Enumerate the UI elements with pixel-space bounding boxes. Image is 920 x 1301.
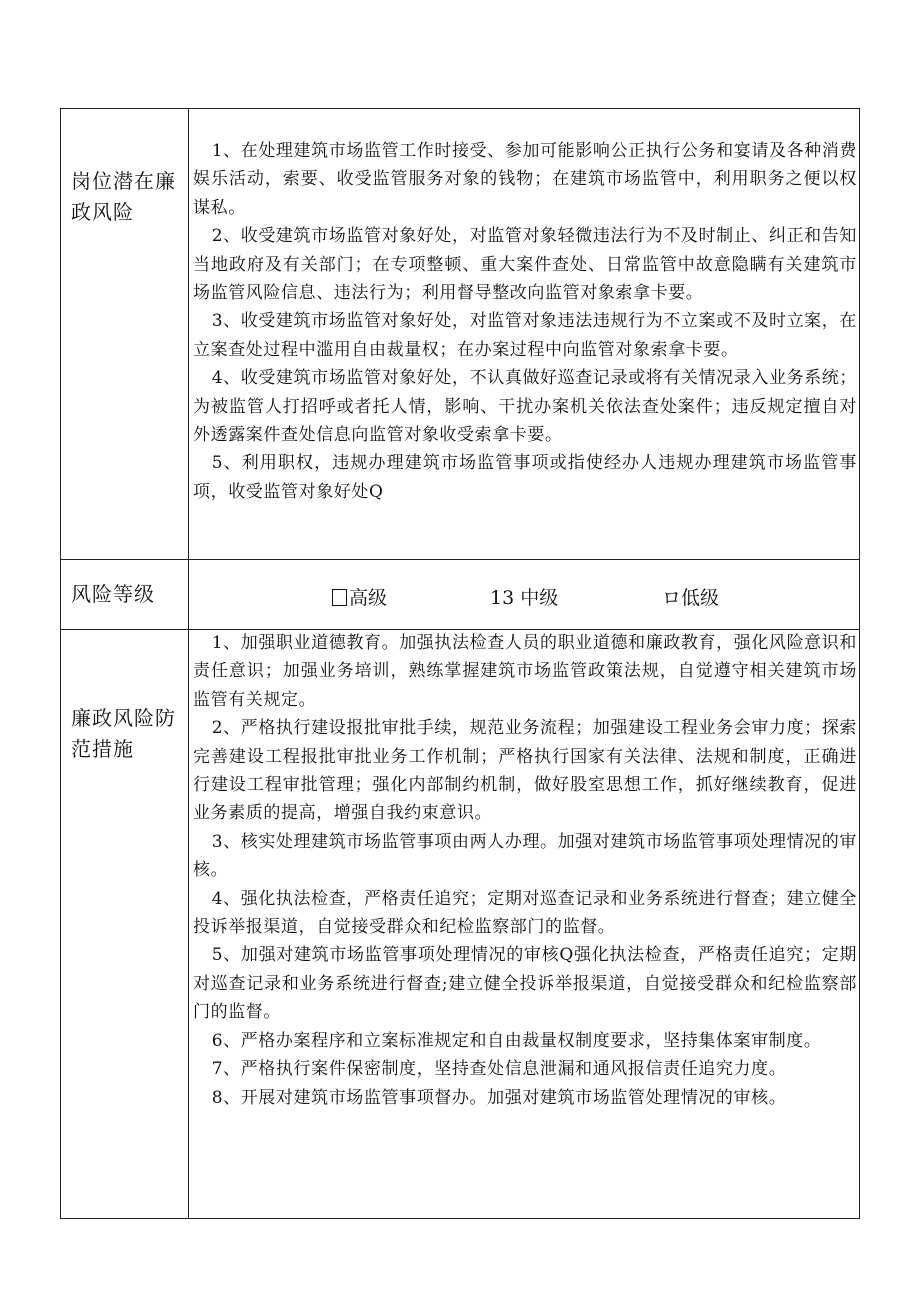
measures-content [193,629,857,1112]
risk-item: 4、收受建筑市场监管对象好处，不认真做好巡查记录或将有关情况录入业务系统；为被监管人打招呼或者托人情，影响、干扰办案机关依法查处案件；违反规定擅自对外透露案件查处信息向监管对象收受索拿卡要。 [193,368,857,446]
risk-table [60,108,860,1219]
risk-item: 5、利用职权，违规办理建筑市场监管事项或指使经办人违规办理建筑市场监管事项，收受监管对象好处Q [193,453,857,502]
risk-content [193,137,857,506]
option-low[interactable] [662,583,719,610]
option-high-label: 高级 [349,587,388,609]
risk-item: 2、收受建筑市场监管对象好处，对监管对象轻微违法行为不及时制止、纠正和告知当地政府及有关部门；在专项整顿、重大案件查处、日常监管中故意隐瞒有关建筑市场监管风险信息、违法行为；利用督导整改向监管对象索拿卡要。 [193,226,857,304]
option-high[interactable] [332,583,387,610]
risk-label: 岗位潜在廉政风险 [71,169,176,224]
risk-item: 3、收受建筑市场监管对象好处，对监管对象违法违规行为不立案或不及时立案，在立案查处过程中滥用自由裁量权；在办案过程中向监管对象索拿卡要。 [193,311,857,360]
checkbox-icon [332,589,347,606]
option-medium[interactable] [490,583,558,610]
measure-item: 6、严格办案程序和立案标准规定和自由裁量权制度要求，坚持集体案审制度。 [211,1030,822,1051]
option-low-label: 低级 [681,587,720,609]
option-medium-label: 中级 [520,587,559,609]
measure-item: 3、核实处理建筑市场监管事项由两人办理。加强对建筑市场监管事项处理情况的审核。 [193,831,857,881]
measures-label: 廉政风险防范措施 [71,706,176,761]
risk-level-options [189,560,859,630]
measure-item: 5、加强对建筑市场监管事项处理情况的审核Q强化执法检查，严格责任追究；定期对巡查记录和业务系统进行督查;建立健全投诉举报渠道，自觉接受群众和纪检监察部门的监督。 [193,945,857,1023]
measure-item: 7、严格执行案件保密制度，坚持查处信息泄漏和通风报信责任追究力度。 [211,1059,787,1080]
measure-item: 2、严格执行建设报批审批手续，规范业务流程；加强建设工程业务会审力度；探索完善建设工程报批审批业务工作机制；严格执行国家有关法律、法规和制度，正确进行建设工程审批管理；强化内部制约机制，做好股室思想工作，抓好继续教育，促进业务素质的提高，增强自我约束意识。 [193,718,857,824]
measure-item: 8、开展对建筑市场监管事项督办。加强对建筑市场监管处理情况的审核。 [211,1087,787,1108]
option-medium-mark: 13 [490,587,515,609]
measure-item: 4、强化执法检查，严格责任追究；定期对巡查记录和业务系统进行督查；建立健全投诉举报渠道，自觉接受群众和纪检监察部门的监督。 [193,888,857,938]
option-low-mark: ロ [662,587,682,609]
column-divider [188,109,189,1218]
risk-item: 1、在处理建筑市场监管工作时接受、参加可能影响公正执行公务和宴请及各种消费娱乐活动，索要、收受监管服务对象的钱物；在建筑市场监管中，利用职务之便以权谋私。 [193,141,857,218]
measure-item: 1、加强职业道德教育。加强执法检查人员的职业道德和廉政教育，强化风险意识和责任意识；加强业务培训，熟练掌握建筑市场监管政策法规，自觉遵守相关建筑市场监管有关规定。 [193,633,857,710]
risk-level-label: 风险等级 [71,582,155,606]
